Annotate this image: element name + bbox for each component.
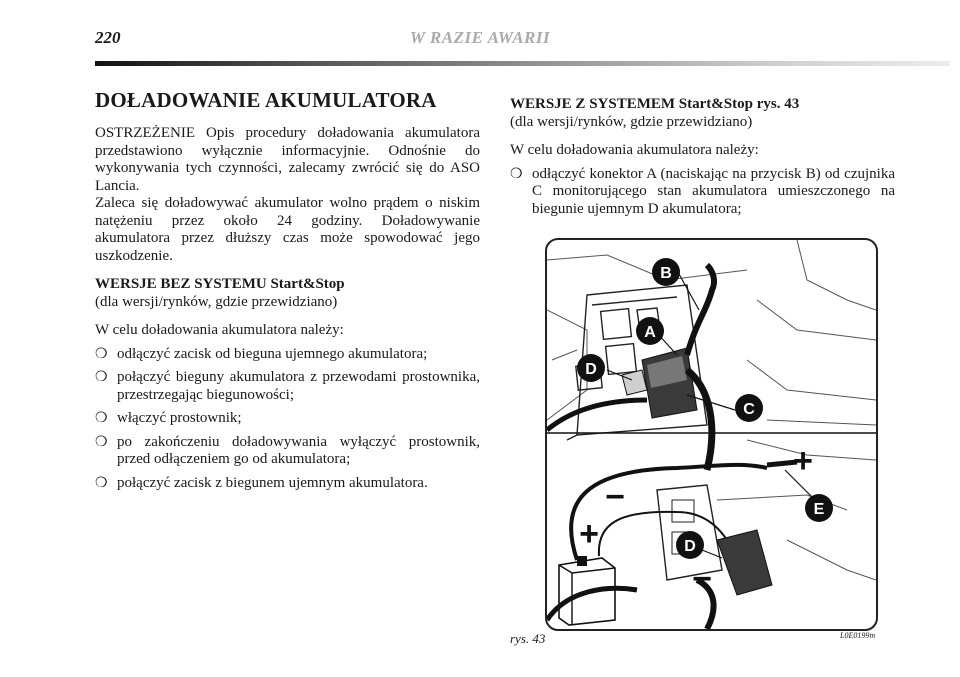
bullet-icon: ❍ bbox=[95, 346, 108, 362]
list-item: ❍ włączyć prostownik; bbox=[95, 410, 242, 426]
minus-sign: − bbox=[692, 560, 712, 598]
label-c: C bbox=[743, 401, 755, 418]
bullet-icon: ❍ bbox=[95, 411, 108, 426]
intro-text: W celu doładowania akumulatora należy: bbox=[510, 142, 759, 158]
running-head: W RAZIE AWARII bbox=[409, 28, 551, 47]
sensor-c bbox=[622, 348, 697, 418]
intro-text: W celu doładowania akumulatora należy: bbox=[95, 322, 344, 338]
bullet-icon: ❍ bbox=[510, 166, 523, 182]
plus-sign: + bbox=[579, 515, 599, 553]
list-item: ❍ połączyć zacisk z biegunem ujemnym akumulatora. bbox=[95, 474, 428, 491]
figure-code: L0E0199m bbox=[840, 631, 876, 640]
subheading-note: (dla wersji/rynków, gdzie przewidziano) bbox=[510, 113, 753, 130]
bullet-icon: ❍ bbox=[95, 475, 108, 491]
subheading-note: (dla wersji/rynków, gdzie przewidziano) bbox=[95, 293, 338, 310]
right-column bbox=[510, 96, 895, 224]
bullet-icon: ❍ bbox=[95, 434, 108, 450]
list-item: ❍ odłączyć konektor A (naciskając na przycisk B) od czujnika C monitorującego stan akumulatora umieszczonego na biegunie ujemnym D akumulatora; bbox=[510, 165, 895, 217]
bullet-icon: ❍ bbox=[95, 370, 108, 385]
list-item: ❍ po zakończeniu doładowywania wyłączyć prostownik, przed odłączeniem go od akumulatora; bbox=[95, 433, 480, 467]
figure-caption: rys. 43 bbox=[510, 631, 546, 646]
list-item: ❍ odłączyć zacisk od bieguna ujemnego akumulatora; bbox=[95, 345, 428, 362]
plus-sign: + bbox=[793, 442, 813, 480]
battery-illustration bbox=[545, 238, 878, 631]
steps-list bbox=[510, 166, 895, 219]
header-rule bbox=[95, 61, 950, 66]
minus-sign: − bbox=[605, 478, 625, 516]
section-title: DOŁADOWANIE AKUMULATORA bbox=[95, 88, 437, 112]
label-d: D bbox=[684, 538, 696, 555]
label-a: A bbox=[644, 324, 656, 341]
warning-paragraph: OSTRZEŻENIE Opis procedury doładowania akumulatora przedstawiono wyłącznie informacyjnie. Odnośnie do wykonywania tych czynności, zalecamy zwrócić się do ASO Lancia. bbox=[95, 125, 480, 194]
label-d: D bbox=[585, 361, 597, 378]
warning-paragraph-2: Zaleca się doładowywać akumulator wolno prądem o niskim natężeniu przez około 24 godziny. Doładowywanie akumulatora przez dłuższy czas może spowodować jego uszkodzenie. bbox=[95, 195, 480, 264]
subheading-without-start-stop: WERSJE BEZ SYSTEMU Start&Stop bbox=[95, 276, 345, 292]
page-number: 220 bbox=[95, 28, 121, 47]
label-e: E bbox=[813, 501, 825, 518]
steps-list bbox=[95, 346, 480, 493]
subheading-with-start-stop: WERSJE Z SYSTEMEM Start&Stop rys. 43 bbox=[510, 96, 800, 112]
left-column bbox=[95, 88, 480, 498]
label-b: B bbox=[660, 265, 672, 282]
list-item: ❍ połączyć bieguny akumulatora z przewodami prostownika, przestrzegając biegunowości; bbox=[95, 369, 480, 403]
